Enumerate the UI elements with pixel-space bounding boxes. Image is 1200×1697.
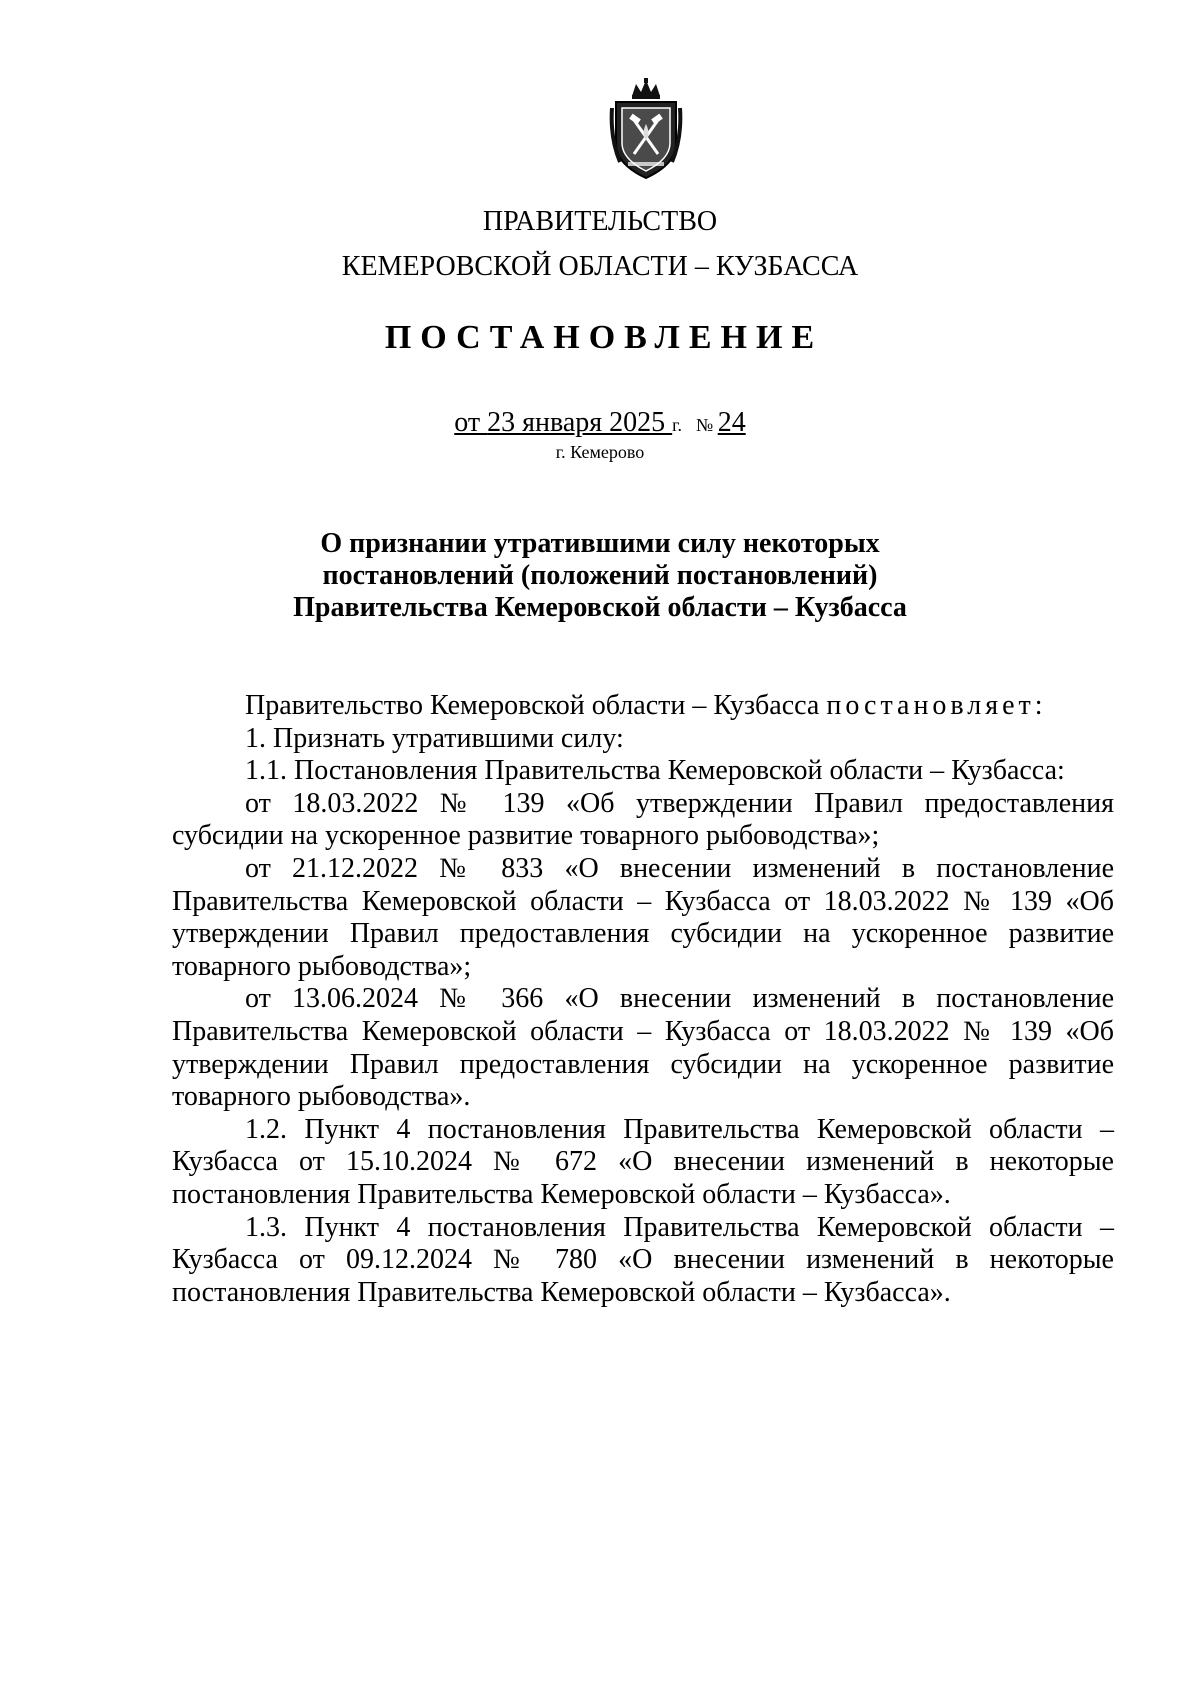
document-number: 24 — [717, 407, 746, 438]
entry-1: от 18.03.2022 № 139 «Об утверждении Правил предоставления субсидии на ускоренное развитие товарного рыбоводства»; — [172, 787, 1114, 852]
government-name-line1: ПРАВИТЕЛЬСТВО — [482, 206, 718, 237]
entry-3: от 13.06.2024 № 366 «О внесении изменений в постановление Правительства Кемеровской области – Кузбасса от 18.03.2022 № 139 «Об утверждении Правил предоставления субсидии на ускоренное развитие товарного рыбоводства». — [172, 983, 1114, 1113]
title-line3: Правительства Кемеровской области – Кузбасса — [293, 592, 907, 623]
city: г. Кемерово — [555, 442, 645, 462]
document-type: ПОСТАНОВЛЕНИЕ — [384, 319, 824, 356]
year-suffix: г. — [672, 415, 683, 435]
entry-2: от 21.12.2022 № 833 «О внесении изменений в постановление Правительства Кемеровской области – Кузбасса от 18.03.2022 № 139 «Об утверждении Правил предоставления субсидии на ускоренное развитие товарного рыбоводства»; — [172, 852, 1114, 982]
item-1-1: 1.1. Постановления Правительства Кемеровской области – Кузбасса: — [245, 755, 1065, 787]
title-line1: О признании утратившими силу некоторых — [320, 528, 880, 559]
intro-lead: Правительство Кемеровской области – Кузбасса — [245, 690, 827, 721]
document-date: 23 января 2025 — [487, 407, 673, 438]
document-title — [0, 528, 1200, 624]
coat-of-arms-icon — [608, 78, 684, 182]
document-body — [172, 690, 1114, 1309]
intro-paragraph — [172, 690, 1114, 723]
intro-spaced: постановляет: — [826, 690, 1047, 721]
government-name-line2: КЕМЕРОВСКОЙ ОБЛАСТИ – КУЗБАССА — [341, 251, 859, 282]
date-line — [0, 406, 1200, 442]
title-line2: постановлений (положений постановлений) — [322, 560, 878, 591]
item-1-2: 1.2. Пункт 4 постановления Правительства Кемеровской области – Кузбасса от 15.10.2024 № 672 «О внесении изменений в некоторые постановления Правительства Кемеровской области – Кузбасса». — [172, 1113, 1114, 1210]
number-sign: № — [696, 415, 718, 435]
item-1: 1. Признать утратившими силу: — [245, 722, 624, 754]
item-1-3: 1.3. Пункт 4 постановления Правительства Кемеровской области – Кузбасса от 09.12.2024 № 780 «О внесении изменений в некоторые постановления Правительства Кемеровской области – Кузбасса». — [172, 1211, 1114, 1308]
date-prefix: от — [454, 407, 488, 438]
